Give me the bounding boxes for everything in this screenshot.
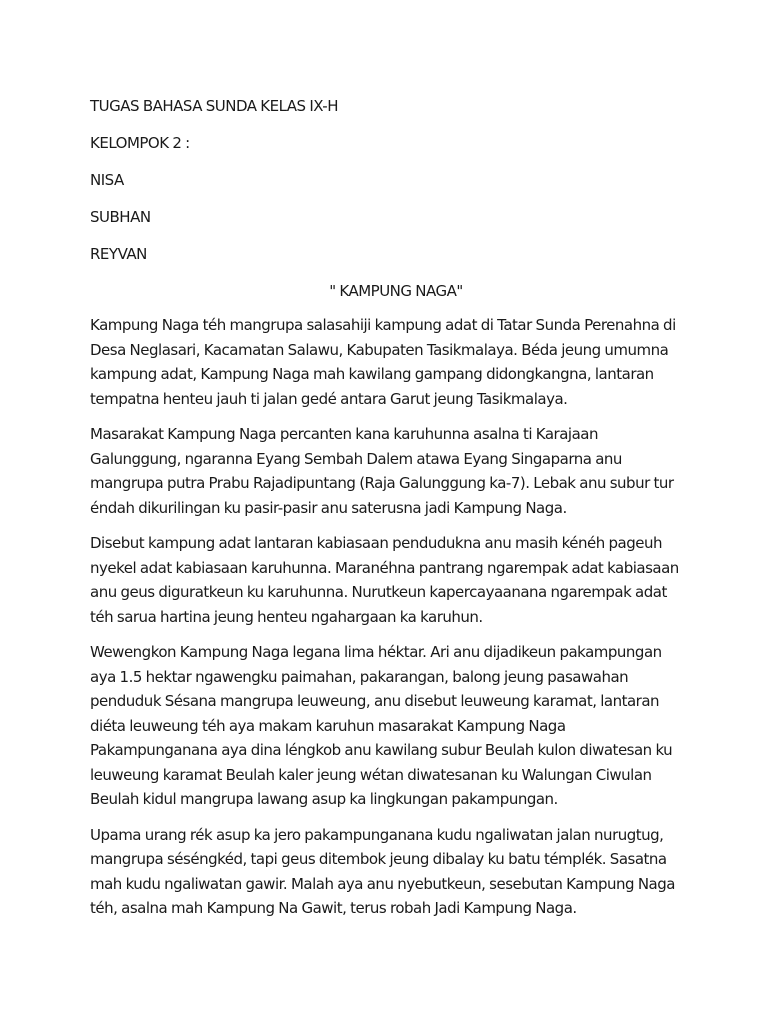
member-name: NISA	[90, 171, 124, 189]
body-paragraph: Wewengkon Kampung Naga legana lima héktar. Ari anu dijadikeun pakampungan aya 1.5 hektar ngawengku paimahan, pakarangan, balong jeung pasawahan penduduk Sésana mangrupa leuweung, anu disebut leuweung karamat, lantaran diéta leuweung téh aya makam karuhun masarakat Kampung Naga Pakampunganana aya dina léngkob anu kawilang subur Beulah kulon diwatesan ku leuweung karamat Beulah kaler jeung wétan diwatesanan ku Walungan Ciwulan Beulah kidul mangrupa lawang asup ka lingkungan pakampungan.	[90, 643, 673, 808]
body-paragraph: Masarakat Kampung Naga percanten kana karuhunna asalna ti Karajaan Galunggung, ngaranna Eyang Sembah Dalem atawa Eyang Singaparna anu mangrupa putra Prabu Rajadipuntang (Raja Galunggung ka-7). Lebak anu subur tur éndah dikurilingan ku pasir-pasir anu saterusna jadi Kampung Naga.	[90, 425, 674, 517]
document-title: " KAMPUNG NAGA"	[329, 282, 463, 300]
body-paragraph: Disebut kampung adat lantaran kabiasaan pendudukna anu masih kénéh pageuh nyekel adat kabiasaan karuhunna. Maranéhna pantrang ngarempak adat kabiasaan anu geus diguratkeun ku karuhunna. Nurutkeun kapercayaanana ngarempak adat téh sarua hartina jeung henteu ngahargaan ka karuhun.	[90, 534, 679, 626]
body-paragraph: Upama urang rék asup ka jero pakampunganana kudu ngaliwatan jalan nurugtug, mangrupa séséngkéd, tapi geus ditembok jeung dibalay ku batu témplék. Sasatna mah kudu ngaliwatan gawir. Malah aya anu nyebutkeun, sesebutan Kampung Naga téh, asalna mah Kampung Na Gawit, terus robah Jadi Kampung Naga.	[90, 825, 675, 917]
member-name: SUBHAN	[90, 208, 151, 226]
group-label: KELOMPOK 2 :	[90, 134, 190, 152]
body-paragraph: Kampung Naga téh mangrupa salasahiji kampung adat di Tatar Sunda Perenahna di Desa Neglasari, Kacamatan Salawu, Kabupaten Tasikmalaya. Béda jeung umumna kampung adat, Kampung Naga mah kawilang gampang didongkangna, lantaran tempatna henteu jauh ti jalan gedé antara Garut jeung Tasikmalaya.	[90, 316, 676, 408]
assignment-heading: TUGAS BAHASA SUNDA KELAS IX-H	[90, 97, 338, 115]
member-name: REYVAN	[90, 245, 147, 263]
